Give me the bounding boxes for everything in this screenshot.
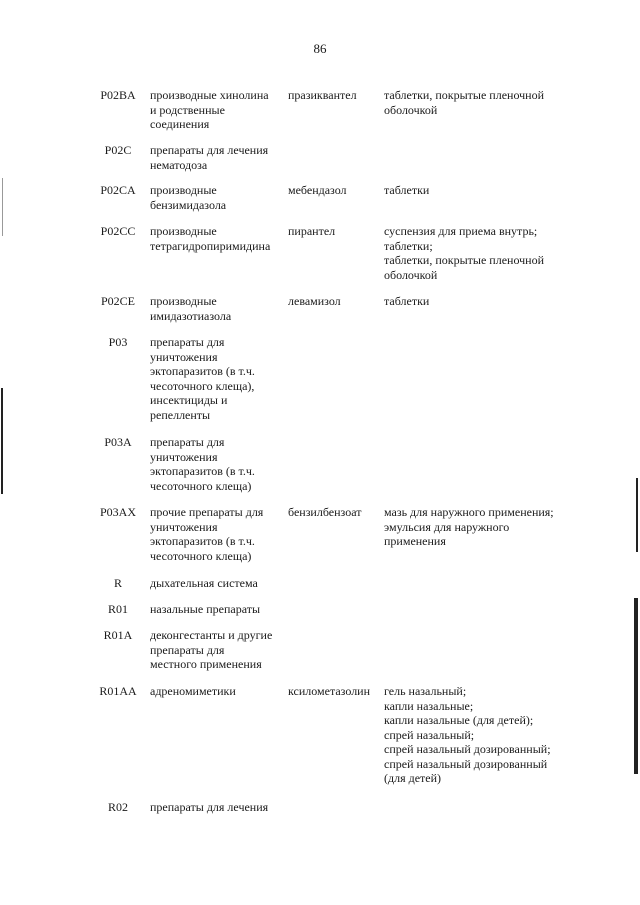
dosage-forms <box>384 88 584 117</box>
form-line: мазь для наружного применения; <box>384 505 554 519</box>
group-line: тетрагидропиримидина <box>150 238 271 253</box>
drug-name: ксилометазолин <box>288 684 371 698</box>
group-line: препараты для лечения <box>150 143 269 157</box>
drug-name: бензилбензоат <box>288 505 362 519</box>
form-line: таблетки; <box>384 238 433 253</box>
atc-code: P03AX <box>99 505 136 519</box>
atc-code: R01A <box>103 628 133 642</box>
drug-name: мебендазол <box>288 183 347 197</box>
form-line: (для детей) <box>384 771 442 785</box>
dosage-forms <box>384 684 584 786</box>
group-line: соединения <box>150 117 210 131</box>
form-line: оболочкой <box>384 102 438 117</box>
group-line: препараты для <box>150 642 225 657</box>
drug-name: левамизол <box>288 294 341 308</box>
group-line: инсектициды и <box>150 393 228 407</box>
group-line: производные <box>150 224 217 238</box>
dosage-forms <box>384 505 584 549</box>
atc-code: P02BA <box>100 88 136 102</box>
group-name <box>150 88 290 132</box>
group-line: эктопаразитов (в т.ч. <box>150 534 255 548</box>
group-name <box>150 684 290 699</box>
group-line: эктопаразитов (в т.ч. <box>150 364 255 378</box>
group-name <box>150 335 290 422</box>
form-line: капли назальные (для детей); <box>384 713 534 727</box>
group-line: препараты для лечения <box>150 800 269 814</box>
form-line: спрей назальный дозированный; <box>384 742 551 756</box>
form-line: капли назальные; <box>384 698 474 713</box>
group-name <box>150 628 290 672</box>
scan-edge-mark <box>634 598 638 774</box>
scan-edge-mark <box>636 478 638 552</box>
atc-code: P02CC <box>100 224 136 238</box>
group-name <box>150 602 290 617</box>
group-line: производные <box>150 294 217 308</box>
atc-code: P03A <box>104 435 132 449</box>
dosage-forms <box>384 294 584 309</box>
atc-code: P02CE <box>100 294 135 308</box>
group-line: прочие препараты для <box>150 505 264 519</box>
group-line: производные хинолина <box>150 88 269 102</box>
form-line: таблетки, покрытые пленочной <box>384 88 545 102</box>
group-name <box>150 183 290 212</box>
atc-code: R <box>113 576 122 590</box>
atc-code: P02C <box>104 143 132 157</box>
form-line: гель назальный; <box>384 684 467 698</box>
form-line: эмульсия для наружного <box>384 519 510 534</box>
group-line: деконгестанты и другие <box>150 628 273 642</box>
form-line: таблетки <box>384 294 430 308</box>
dosage-forms <box>384 224 584 282</box>
group-line: нематодоза <box>150 157 208 172</box>
group-name <box>150 143 290 172</box>
group-line: уничтожения <box>150 349 218 364</box>
group-line: бензимидазола <box>150 197 227 212</box>
group-line: имидазотиазола <box>150 308 232 323</box>
group-name <box>150 800 290 815</box>
atc-code: R01AA <box>99 684 137 698</box>
group-line: производные <box>150 183 217 197</box>
group-line: назальные препараты <box>150 602 261 616</box>
group-name <box>150 505 290 563</box>
group-line: препараты для <box>150 435 225 449</box>
form-line: спрей назальный; <box>384 727 475 742</box>
group-line: уничтожения <box>150 449 218 464</box>
drug-name: пирантел <box>288 224 336 238</box>
atc-code: R02 <box>107 800 128 814</box>
group-line: и родственные <box>150 102 225 117</box>
group-line: препараты для <box>150 335 225 349</box>
group-name <box>150 576 290 591</box>
atc-code: P02CA <box>100 183 136 197</box>
group-line: уничтожения <box>150 519 218 534</box>
group-name <box>150 224 290 253</box>
group-line: местного применения <box>150 657 262 671</box>
atc-code: R01 <box>107 602 128 616</box>
group-line: чесоточного клеща) <box>150 548 252 563</box>
group-name <box>150 294 290 323</box>
form-line: применения <box>384 534 446 548</box>
page-number: 86 <box>313 41 327 56</box>
scan-edge-mark <box>1 388 3 494</box>
form-line: оболочкой <box>384 267 438 282</box>
form-line: суспензия для приема внутрь; <box>384 224 538 238</box>
drug-name: празиквантел <box>288 88 357 102</box>
group-line: дыхательная система <box>150 576 258 590</box>
group-line: репелленты <box>150 407 211 422</box>
atc-code: P03 <box>108 335 128 349</box>
group-line: чесоточного клеща), <box>150 378 255 393</box>
group-line: эктопаразитов (в т.ч. <box>150 464 255 478</box>
form-line: спрей назальный дозированный <box>384 756 548 771</box>
dosage-forms <box>384 183 584 198</box>
form-line: таблетки, покрытые пленочной <box>384 253 545 267</box>
group-line: адреномиметики <box>150 684 236 698</box>
group-line: чесоточного клеща) <box>150 478 252 493</box>
form-line: таблетки <box>384 183 430 197</box>
group-name <box>150 435 290 493</box>
scan-edge-mark <box>2 178 3 236</box>
